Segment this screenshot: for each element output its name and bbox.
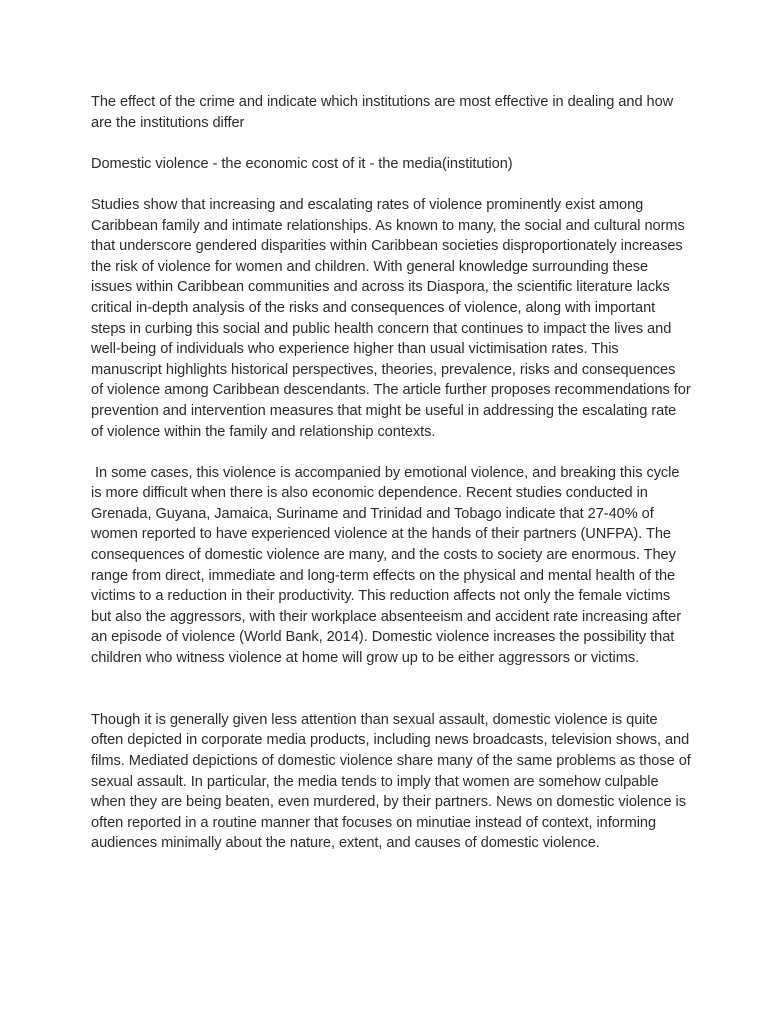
essay-topic: Domestic violence - the economic cost of it - the media(institution)	[91, 155, 513, 172]
paragraph-media: Though it is generally given less attention than sexual assault, domestic violence is quite often depicted in corporate media products, including news broadcasts, television shows, and films. Mediated depictions of domestic violence share many of the same problems as those of sexual assault. In particular, the media tends to imply that women are somehow culpable when they are being beaten, even murdered, by their partners. News on domestic violence is often reported in a routine manner that focuses on minutiae instead of context, informing audiences minimally about the nature, extent, and causes of domestic violence.	[91, 711, 695, 852]
spacer	[91, 669, 691, 710]
paragraph-economic-cost: In some cases, this violence is accompanied by emotional violence, and breaking this cycle is more difficult when there is also economic dependence. Recent studies conducted in Grenada, Guyana, Jamaica, Suriname and Trinidad and Tobago indicate that 27-40% of women reported to have experienced violence at the hands of their partners (UNFPA). The consequences of domestic violence are many, and the costs to society are enormous. They range from direct, immediate and long-term effects on the physical and mental health of the victims to a reduction in their productivity. This reduction affects not only the female victims but also the aggressors, with their workplace absenteeism and accident rate increasing after an episode of violence (World Bank, 2014). Domestic violence increases the possibility that children who witness violence at home will grow up to be either aggressors or victims.	[91, 464, 686, 667]
spacer	[91, 133, 691, 154]
spacer	[91, 174, 691, 195]
paragraph-caribbean-violence: Studies show that increasing and escalating rates of violence prominently exist among Caribbean family and intimate relationships. As known to many, the social and cultural norms that underscore gendered disparities within Caribbean societies disproportionately increases the risk of violence for women and children. With general knowledge surrounding these issues within Caribbean communities and across its Diaspora, the scientific literature lacks critical in-depth analysis of the risks and consequences of violence, along with important steps in curbing this social and public health concern that continues to impact the lives and well-being of individuals who experience higher than usual victimisation rates. This manuscript highlights historical perspectives, theories, prevalence, risks and consequences of violence among Caribbean descendants. The article further proposes recommendations for prevention and intervention measures that might be useful in addressing the escalating rate of violence within the family and relationship contexts.	[91, 196, 695, 440]
essay-question: The effect of the crime and indicate which institutions are most effective in dealing and how are the institutions differ	[91, 94, 678, 131]
spacer	[91, 442, 691, 463]
document-body	[91, 92, 695, 854]
